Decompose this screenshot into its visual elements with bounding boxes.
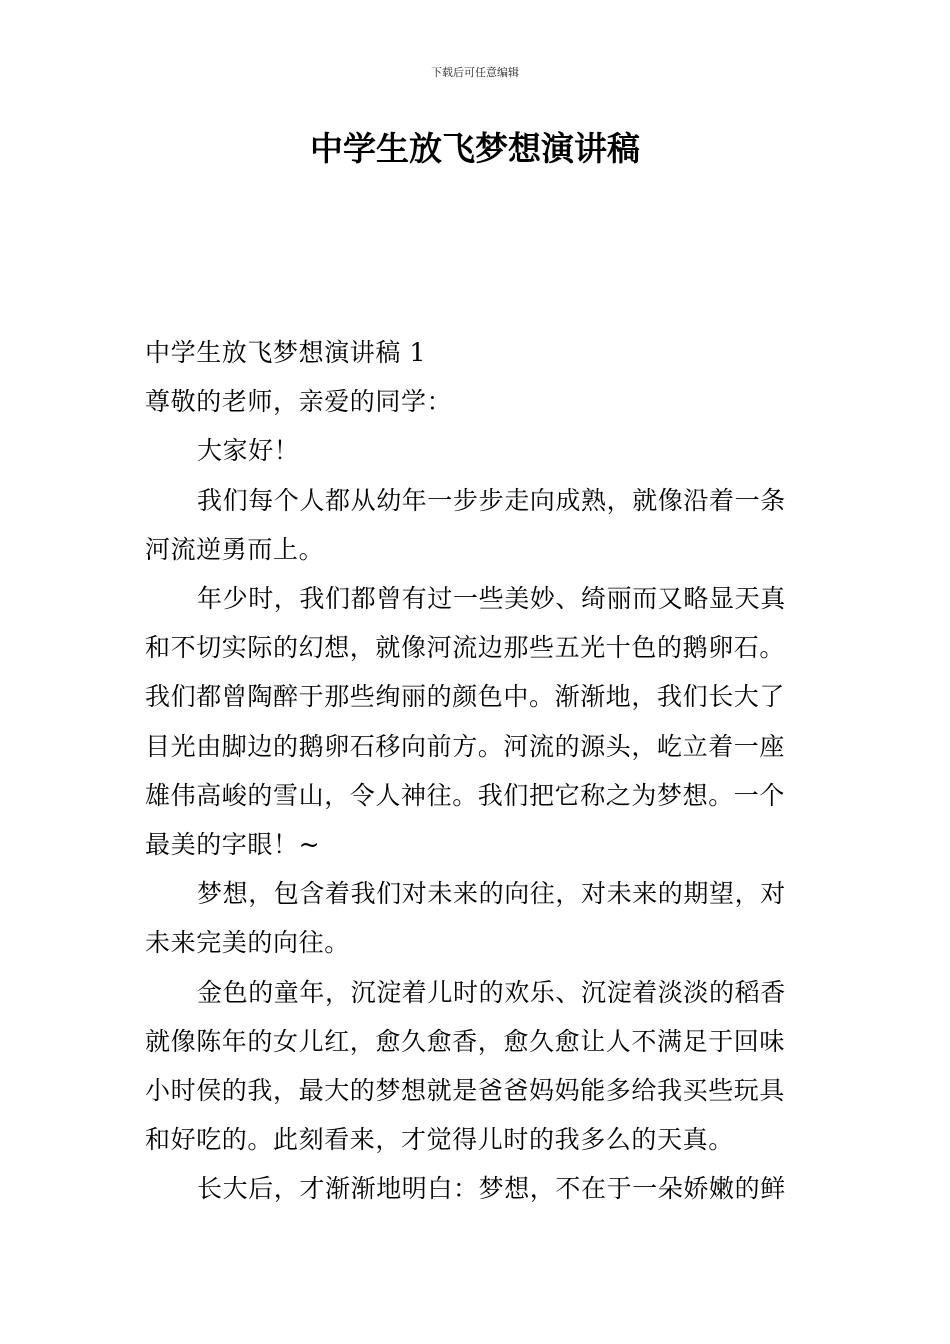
paragraph-growing-up: 长大后，才渐渐地明白：梦想，不在于一朵娇嫩的鲜 (197, 1174, 786, 1204)
header-note: 下载后可任意编辑 (431, 66, 519, 79)
paragraph-youth: 年少时，我们都曾有过一些美妙、绮丽而又略显天真和不切实际的幻想，就像河流边那些五光十色的鹅卵石。我们都曾陶醉于那些绚丽的颜色中。渐渐地，我们长大了目光由脚边的鹅卵石移向前方。河流的源头，屹立着一座雄伟高峻的雪山，令人神往。我们把它称之为梦想。一个最美的字眼！~ (145, 584, 786, 860)
salutation: 尊敬的老师，亲爱的同学： (145, 387, 453, 417)
paragraph-childhood: 金色的童年，沉淀着儿时的欢乐、沉淀着淡淡的稻香就像陈年的女儿红，愈久愈香，愈久愈让人不满足于回味小时侯的我，最大的梦想就是爸爸妈妈能多给我买些玩具和好吃的。此刻看来，才觉得儿时的我多么的天真。 (145, 977, 786, 1155)
section-heading: 中学生放飞梦想演讲稿 1 (145, 338, 427, 367)
paragraph-growth: 我们每个人都从幼年一步步走向成熟，就像沿着一条河流逆勇而上。 (145, 485, 786, 564)
paragraph-greeting: 大家好！ (197, 436, 300, 466)
paragraph-dream-meaning: 梦想，包含着我们对未来的向往，对未来的期望，对未来完美的向往。 (145, 879, 786, 958)
document-title: 中学生放飞梦想演讲稿 (310, 129, 640, 168)
document-body (145, 328, 810, 1214)
